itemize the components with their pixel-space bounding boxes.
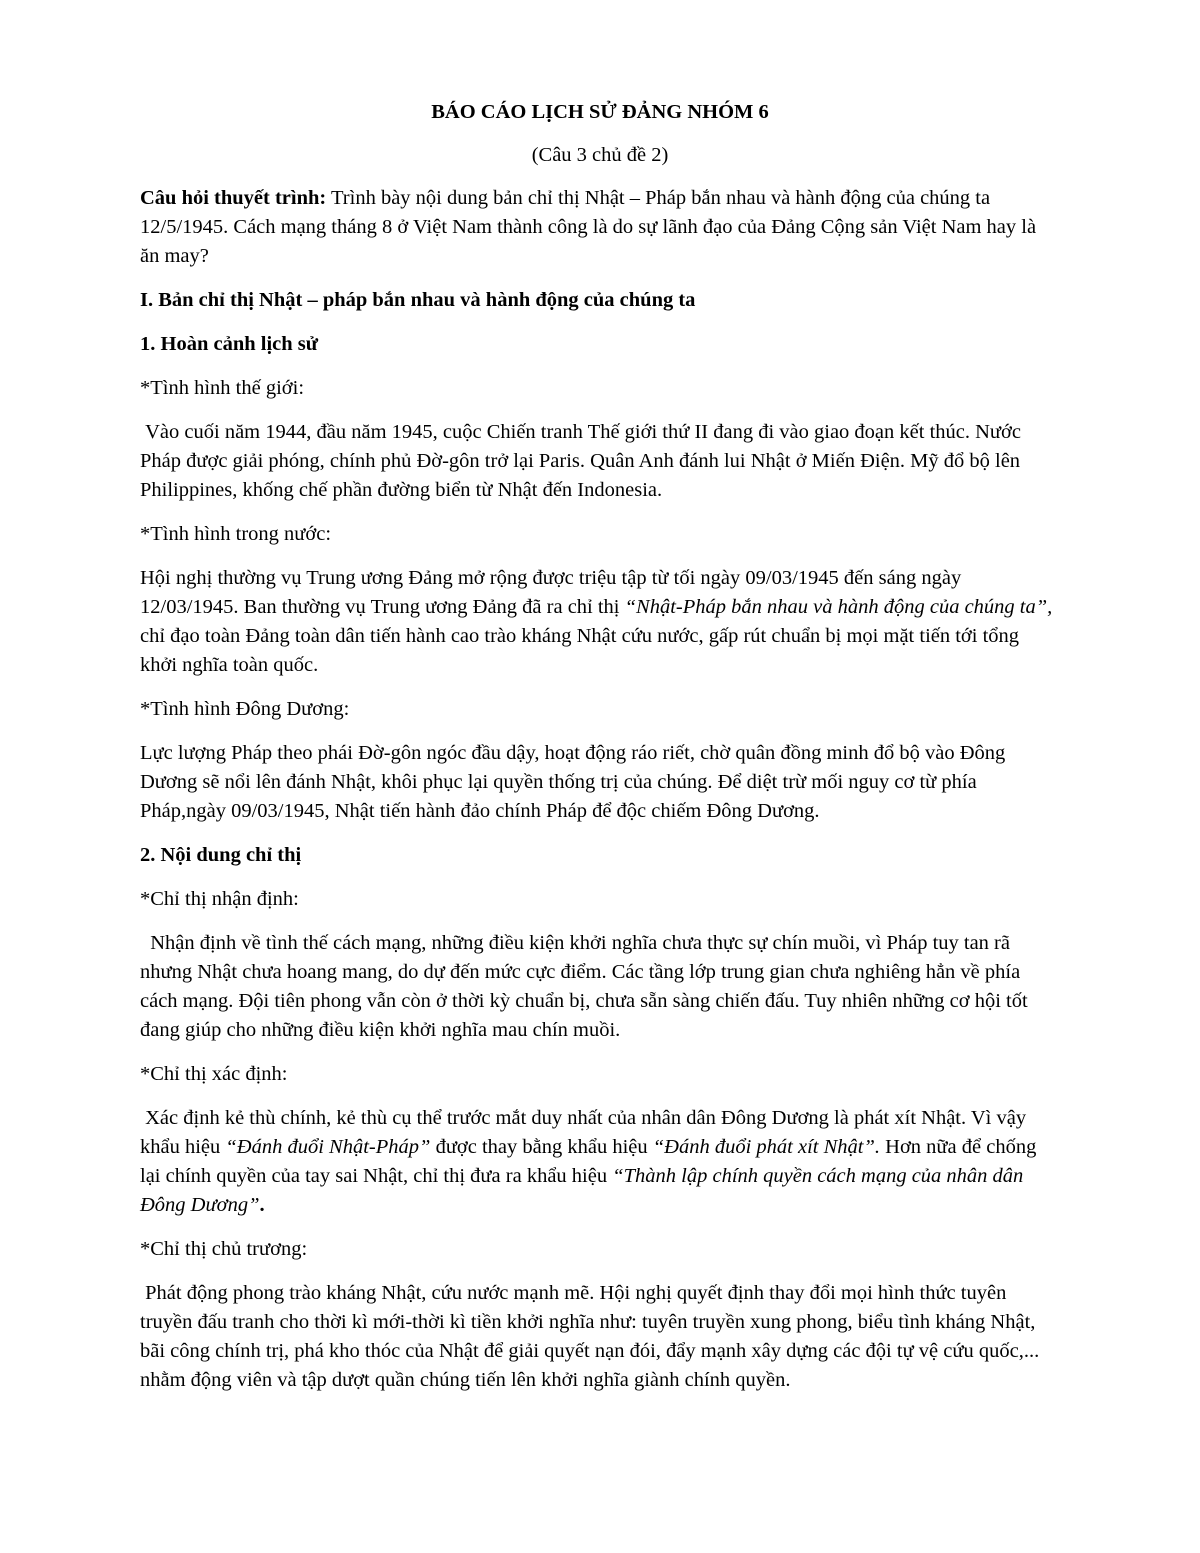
domestic-paragraph	[140, 564, 1060, 680]
section-1-heading: I. Bản chỉ thị Nhật – pháp bắn nhau và hành động của chúng ta	[140, 289, 696, 311]
define-quote-3: “Thành lập chính quyền cách mạng của nhân dân Đông Dương”	[140, 1165, 1029, 1216]
document-title: BÁO CÁO LỊCH SỬ ĐẢNG NHÓM 6	[431, 101, 769, 123]
assess-paragraph: Nhận định về tình thế cách mạng, những điều kiện khởi nghĩa chưa thực sự chín muồi, vì Pháp tuy tan rã nhưng Nhật chưa hoang mang, do dự đến mức cực điểm. Các tầng lớp trung gian chưa nghiêng hẳn về phía cách mạng. Đội tiên phong vẫn còn ở thời kỳ chuẩn bị, chưa sẵn sàng chiến đấu. Tuy nhiên những cơ hội tốt đang giúp cho những điều kiện khởi nghĩa mau chín muồi.	[140, 932, 1033, 1041]
world-paragraph: Vào cuối năm 1944, đầu năm 1945, cuộc Chiến tranh Thế giới thứ II đang đi vào giao đoạn kết thúc. Nước Pháp được giải phóng, chính phủ Đờ-gôn trở lại Paris. Quân Anh đánh lui Nhật ở Miến Điện. Mỹ đổ bộ lên Philippines, khống chế phần đường biển từ Nhật đến Indonesia.	[140, 421, 1027, 501]
subsection-1-heading: 1. Hoàn cảnh lịch sử	[140, 333, 319, 355]
question-label: Câu hỏi thuyết trình:	[140, 187, 327, 209]
subsection-2-heading: 2. Nội dung chỉ thị	[140, 844, 302, 866]
assess-label: *Chỉ thị nhận định:	[140, 888, 299, 910]
define-quote-2: “Đánh đuổi phát xít Nhật”.	[652, 1136, 881, 1158]
document-body	[140, 98, 1060, 1410]
domestic-text-2: chỉ đạo toàn Đảng toàn dân tiến hành cao trào kháng Nhật cứu nước, gấp rút chuẩn bị mọi mặt tiến tới tổng khởi nghĩa toàn quốc.	[140, 625, 1020, 676]
domestic-text-1: Hội nghị thường vụ Trung ương Đảng mở rộng được triệu tập từ tối ngày 09/03/1945 đến sáng ngày 12/03/1945. Ban thường vụ Trung ương Đảng đã ra chỉ thị	[140, 567, 962, 618]
define-paragraph	[140, 1104, 1060, 1220]
define-end: .	[259, 1194, 265, 1216]
question-paragraph	[140, 184, 1060, 271]
document-subtitle: (Câu 3 chủ đề 2)	[531, 144, 669, 166]
indochina-paragraph: Lực lượng Pháp theo phái Đờ-gôn ngóc đầu dậy, hoạt động ráo riết, chờ quân đồng minh đổ bộ vào Đông Dương sẽ nổi lên đánh Nhật, khôi phục lại quyền thống trị của chúng. Để diệt trừ mối nguy cơ từ phía Pháp,ngày 09/03/1945, Nhật tiến hành đảo chính Pháp để độc chiếm Đông Dương.	[140, 742, 1006, 822]
define-text-2: được thay bằng khẩu hiệu	[430, 1136, 653, 1158]
define-label: *Chỉ thị xác định:	[140, 1063, 288, 1085]
domestic-label: *Tình hình trong nước:	[140, 523, 332, 545]
policy-paragraph: Phát động phong trào kháng Nhật, cứu nước mạnh mẽ. Hội nghị quyết định thay đổi mọi hình thức tuyên truyền đấu tranh cho thời kì mới-thời kì tiền khởi nghĩa như: tuyên truyền xung phong, biểu tình kháng Nhật, bãi công chính trị, phá kho thóc của Nhật để giải quyết nạn đói, đẩy mạnh xây dựng các đội tự vệ cứu quốc,... nhằm động viên và tập dượt quần chúng tiến lên khởi nghĩa giành chính quyền.	[140, 1282, 1045, 1391]
domestic-quote: “Nhật-Pháp bắn nhau và hành động của chúng ta”,	[624, 596, 1053, 618]
define-text-1: Xác định kẻ thù chính, kẻ thù cụ thể trước mắt duy nhất của nhân dân Đông Dương là phát xít Nhật. Vì vậy khẩu hiệu	[140, 1107, 1032, 1158]
define-quote-1: “Đánh đuổi Nhật-Pháp”	[225, 1136, 431, 1158]
question-text: Trình bày nội dung bản chỉ thị Nhật – Pháp bắn nhau và hành động của chúng ta 12/5/1945. Cách mạng tháng 8 ở Việt Nam thành công là do sự lãnh đạo của Đảng Cộng sản Việt Nam hay là ăn may?	[140, 187, 1037, 267]
policy-label: *Chỉ thị chủ trương:	[140, 1238, 308, 1260]
world-label: *Tình hình thế giới:	[140, 377, 305, 399]
define-text-3: Hơn nữa để chống lại chính quyền của tay sai Nhật, chỉ thị đưa ra khẩu hiệu	[140, 1136, 1042, 1187]
indochina-label: *Tình hình Đông Dương:	[140, 698, 350, 720]
